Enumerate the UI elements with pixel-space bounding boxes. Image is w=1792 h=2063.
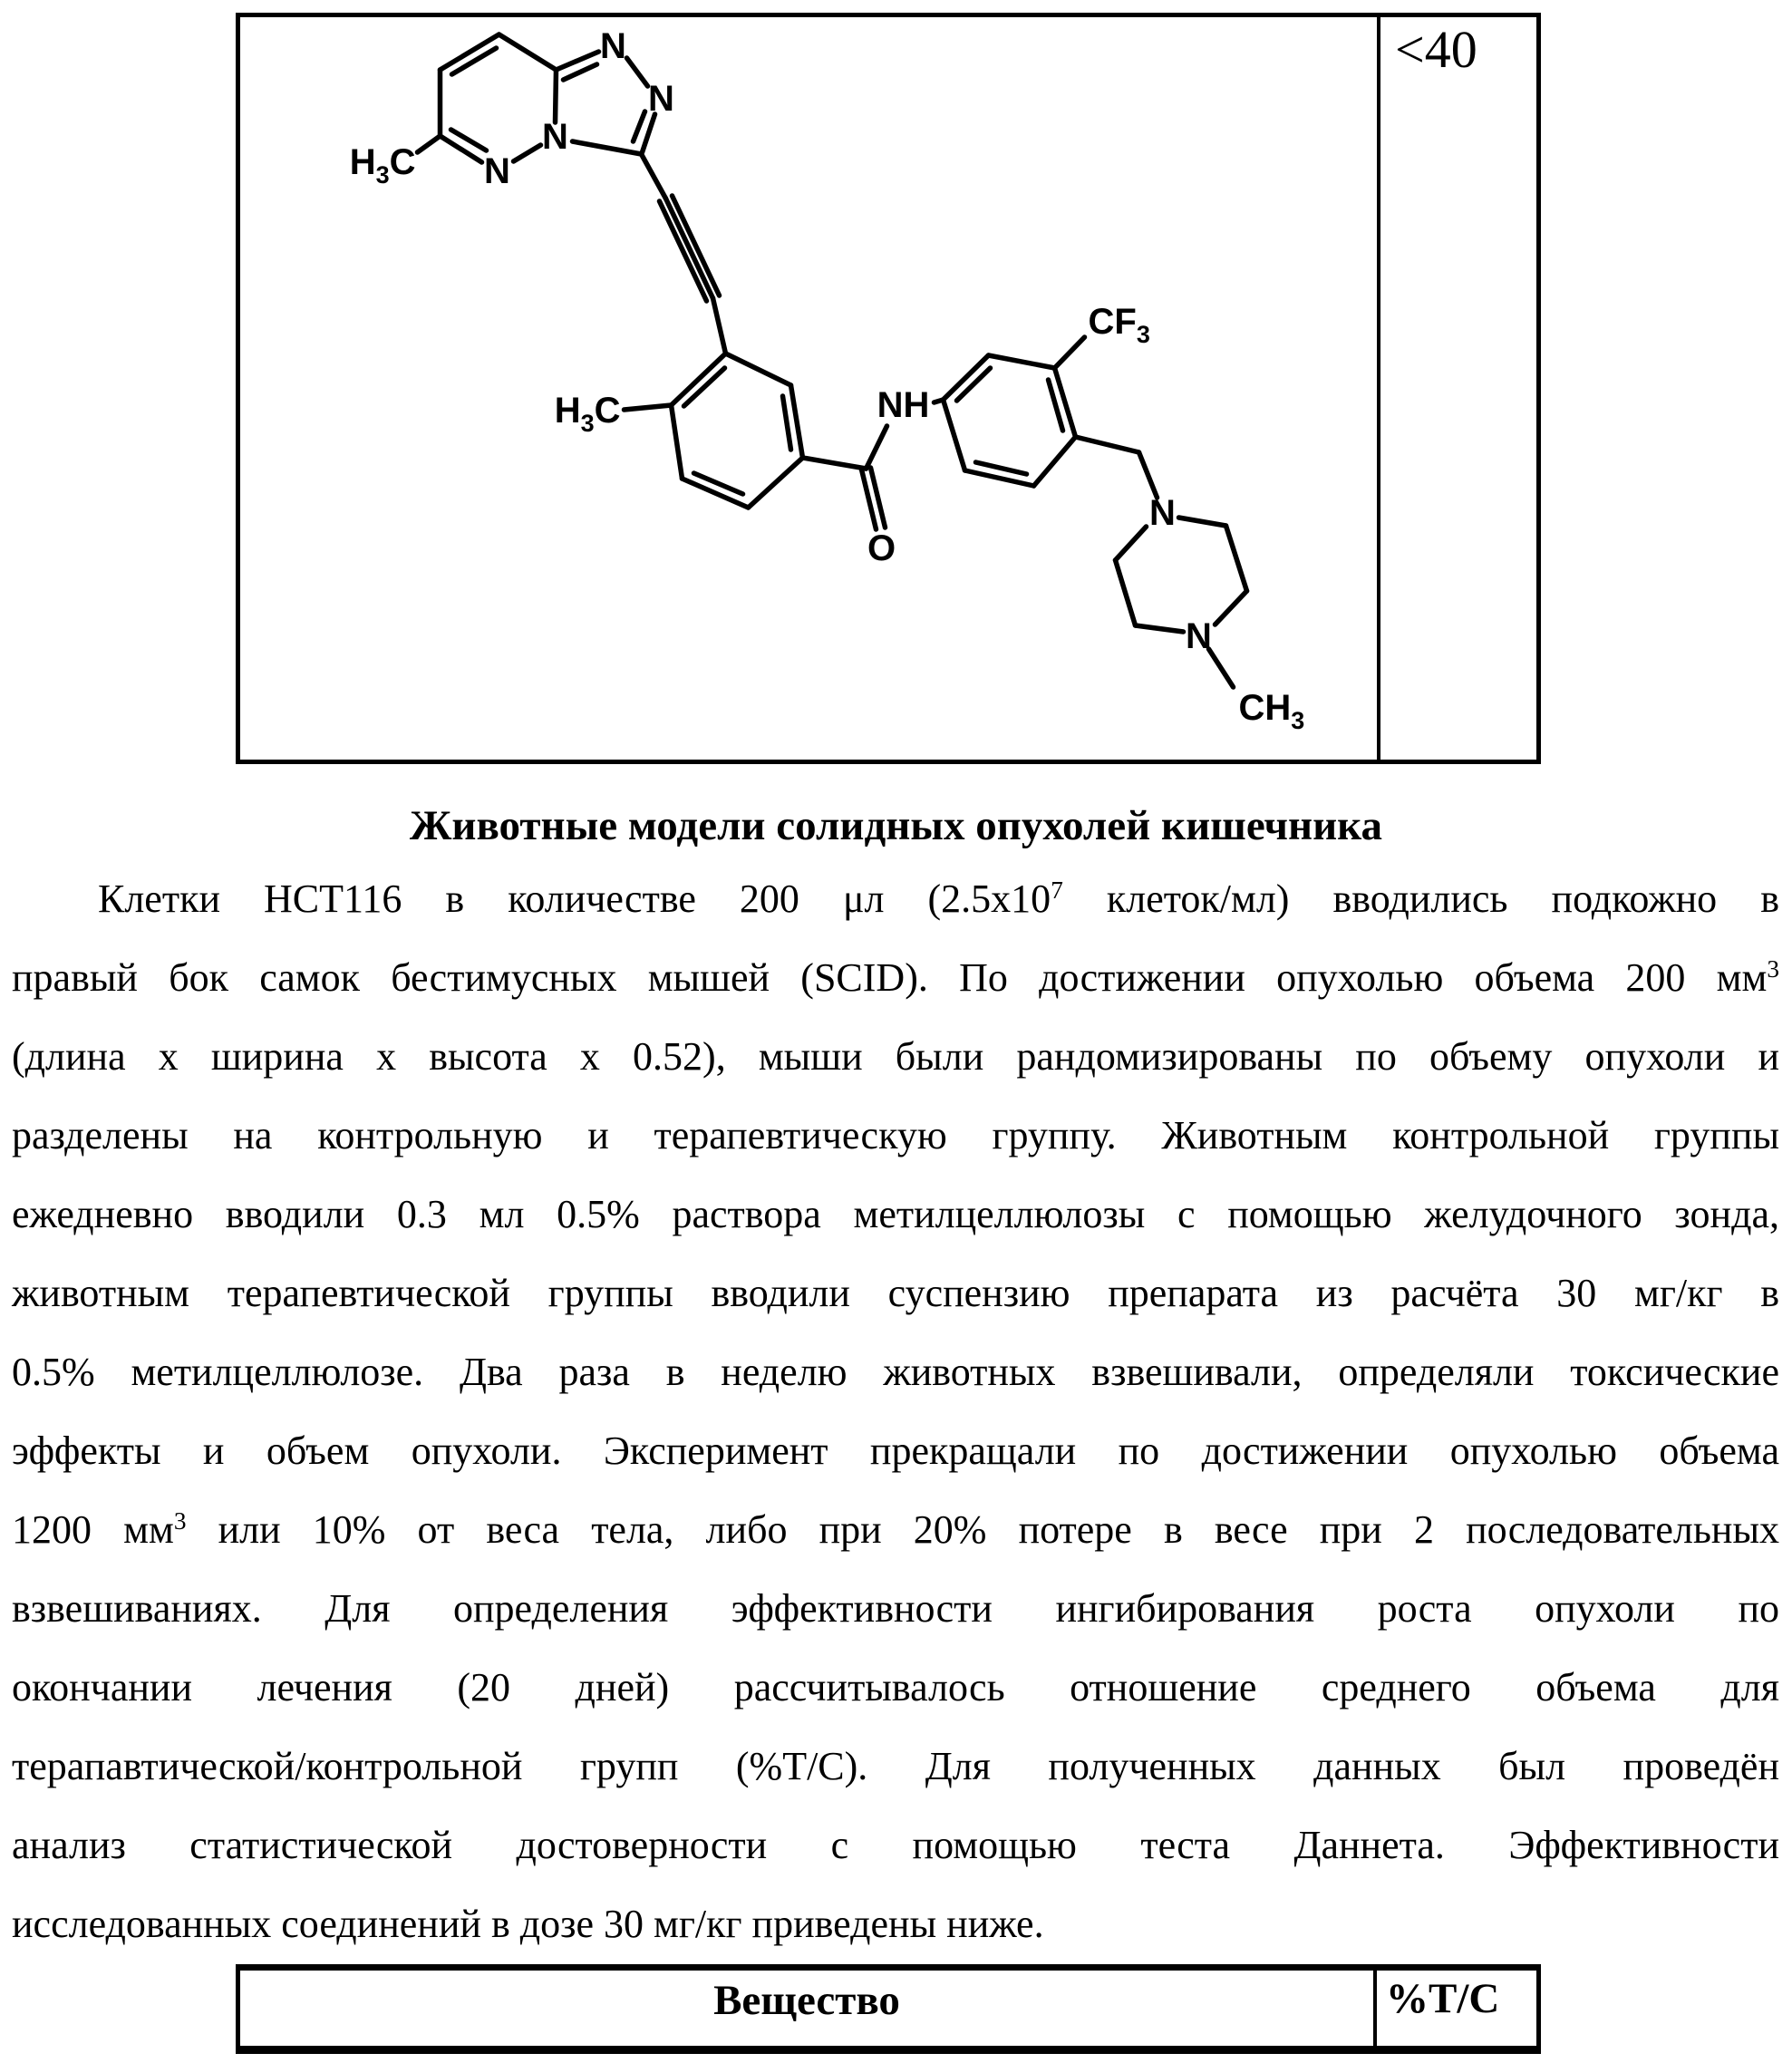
superscript-text: 3	[1767, 955, 1779, 983]
substance-header-label: Вещество	[713, 1977, 900, 2024]
compound-table	[236, 13, 1541, 764]
result-cell	[1380, 17, 1536, 760]
line-text: Клетки HCT116 в количестве 200 μл (2.5х10	[98, 877, 1051, 921]
line-text: животным терапевтической группы вводили суспензию препарата из расчёта 30 мг/кг в	[12, 1271, 1779, 1315]
n1-triazole-label: N	[600, 26, 626, 66]
n2-triazole-label: N	[648, 79, 674, 119]
ttc-header-cell	[1377, 1971, 1536, 2046]
paragraph-line	[12, 1806, 1779, 1884]
methyl-piperazine-label: $CH_3$	[1238, 688, 1305, 734]
section-heading: Животные модели солидных опухолей кишечника	[409, 802, 1383, 849]
paragraph-line	[12, 1884, 1779, 1963]
paragraph-line	[12, 1175, 1779, 1254]
superscript-text: 3	[173, 1507, 187, 1535]
line-text: 1200 мм	[12, 1507, 174, 1552]
line-text: (длина х ширина х высота х 0.52), мыши были рандомизированы по объему опухоли и	[12, 1034, 1779, 1079]
result-value: <40	[1395, 20, 1477, 79]
n4-fused-label: N	[542, 117, 568, 157]
carbonyl-o-label: O	[867, 528, 896, 568]
superscript-text: 7	[1051, 877, 1063, 904]
line-text: правый бок самок бестимусных мышей (SCID). По достижении опухолью объема 200 мм	[12, 955, 1768, 1000]
line-text: эффекты и объем опухоли. Эксперимент прекращали по достижении опухолью объема	[12, 1429, 1779, 1473]
line-text: анализ статистической достоверности с помощью теста Даннета. Эффективности	[12, 1823, 1779, 1867]
paragraph-line	[12, 1411, 1779, 1490]
line-text: или 10% от веса тела, либо при 20% потере в весе при 2 последовательных	[186, 1507, 1780, 1552]
ttc-header-label: %Т/С	[1386, 1975, 1500, 2022]
n-piperazine-top-label: N	[1149, 493, 1176, 533]
compound-structure-cell	[240, 17, 1380, 760]
paragraph-line	[12, 1727, 1779, 1806]
paragraph-line	[12, 859, 1779, 938]
line-text: исследованных соединений в дозе 30 мг/кг приведены ниже.	[12, 1902, 1044, 1946]
cf3-label: $CF_3$	[1088, 302, 1150, 348]
amide-nh-label: NH	[877, 385, 930, 425]
paragraph-line	[12, 1569, 1779, 1648]
methyl-pyridazine-label: $H_3C$	[349, 142, 416, 189]
paragraph-line	[12, 1254, 1779, 1332]
paragraph-line	[12, 1332, 1779, 1411]
paragraph-line	[12, 938, 1779, 1017]
paragraph-line	[12, 1017, 1779, 1096]
paragraph-line	[12, 1490, 1779, 1569]
line-text: окончании лечения (20 дней) рассчитывалось отношение среднего объема для	[12, 1665, 1779, 1709]
body-paragraph	[12, 859, 1779, 1963]
line-text: клеток/мл) вводились подкожно в	[1062, 877, 1779, 921]
substance-header-cell	[240, 1971, 1377, 2046]
line-text: ежедневно вводили 0.3 мл 0.5% раствора метилцеллюлозы с помощью желудочного зонда,	[12, 1192, 1779, 1236]
line-text: разделены на контрольную и терапевтическую группу. Животным контрольной группы	[12, 1113, 1779, 1157]
methyl-toluene-label: $H_3C$	[554, 391, 621, 437]
line-text: 0.5% метилцеллюлозе. Два раза в неделю животных взвешивали, определяли токсические	[12, 1350, 1779, 1394]
line-text: взвешиваниях. Для определения эффективности ингибирования роста опухоли по	[12, 1586, 1779, 1631]
n-piperazine-bottom-label: N	[1186, 616, 1212, 656]
paragraph-line	[12, 1096, 1779, 1175]
paragraph-line	[12, 1648, 1779, 1727]
chemical-structure-drawing	[240, 17, 1377, 760]
results-table	[236, 1964, 1541, 2054]
line-text: терапавтической/контрольной групп (%Т/С). Для полученных данных был проведён	[12, 1744, 1779, 1788]
n5-pyridazine-label: N	[484, 151, 510, 191]
